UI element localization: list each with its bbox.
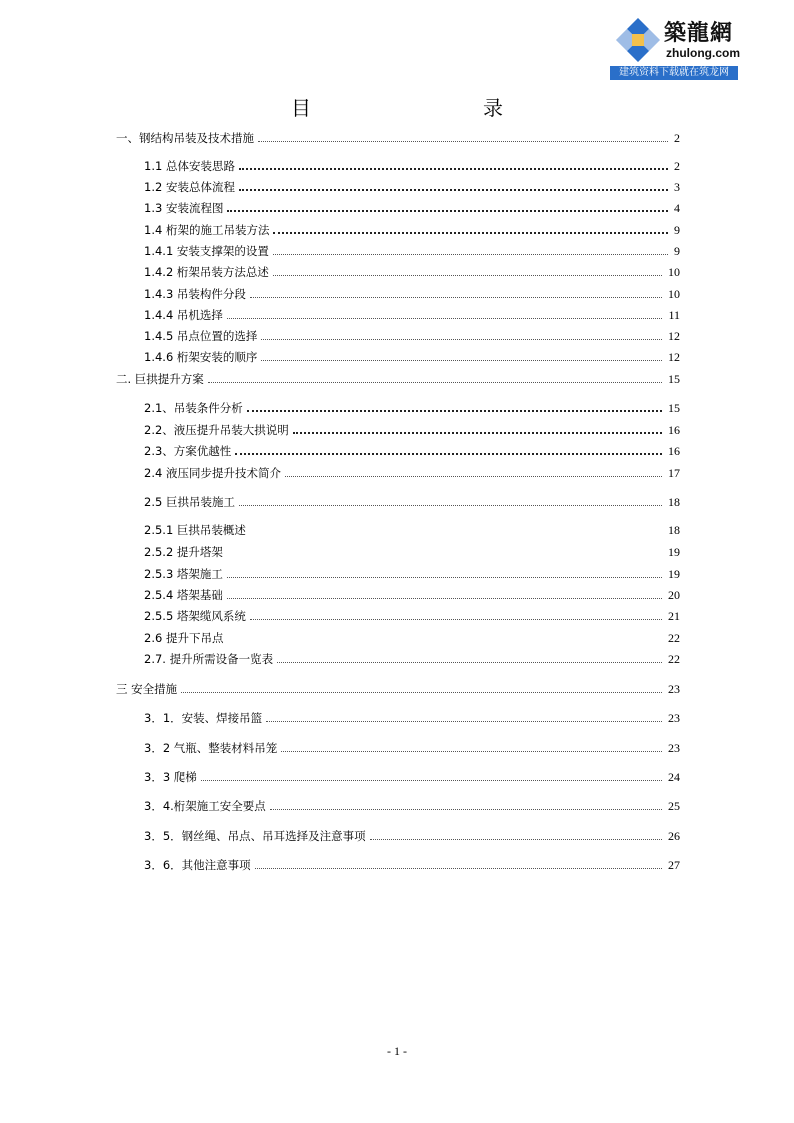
toc-entry-2[interactable]	[116, 371, 680, 387]
toc-entry-page: 23	[668, 740, 680, 755]
toc-entry-label: 1.3 安装流程图	[144, 201, 224, 215]
toc-entry-2-4[interactable]	[144, 465, 680, 481]
toc-entry-2-2[interactable]	[144, 422, 680, 438]
toc-entry-2-5-2[interactable]	[144, 544, 680, 560]
toc-entry-1-2[interactable]	[144, 179, 680, 195]
toc-leader	[277, 662, 662, 663]
toc-entry-1-4-3[interactable]	[144, 286, 680, 302]
toc-entry-page: 27	[668, 857, 680, 872]
toc-entry-3-3[interactable]	[144, 769, 680, 785]
toc-leader	[273, 254, 668, 255]
toc-entry-page: 9	[674, 222, 680, 237]
toc-entry-page: 22	[668, 630, 680, 645]
toc-entry-page: 11	[668, 307, 680, 322]
toc-leader	[227, 555, 662, 556]
toc-entry-label: 2.5 巨拱吊装施工	[144, 495, 235, 509]
toc-entry-page: 16	[668, 422, 680, 437]
toc-leader	[227, 318, 663, 319]
toc-entry-label: 3．2 气瓶、整装材料吊笼	[144, 741, 278, 755]
toc-leader	[227, 641, 662, 642]
toc-leader	[227, 210, 668, 212]
toc-title-char-2: 录	[483, 96, 503, 120]
toc-leader	[281, 751, 662, 752]
toc-leader	[266, 721, 662, 722]
toc-entry-label: 2.6 提升下吊点	[144, 631, 224, 645]
toc-entry-label: 一、钢结构吊装及技术措施	[116, 131, 254, 145]
logo-brand-en: zhulong.com	[666, 46, 740, 60]
toc-entry-label: 2.7. 提升所需设备一览表	[144, 652, 274, 666]
toc-leader	[258, 141, 668, 142]
toc-leader	[250, 619, 662, 620]
toc-entry-label: 2.1、吊装条件分析	[144, 401, 243, 415]
toc-entry-label: 1.4.5 吊点位置的选择	[144, 329, 258, 343]
toc-entry-2-7[interactable]	[144, 651, 680, 667]
toc-leader	[255, 868, 662, 869]
toc-entry-label: 1.4.4 吊机选择	[144, 308, 223, 322]
toc-entry-1-4-1[interactable]	[144, 243, 680, 259]
toc-entry-page: 22	[668, 651, 680, 666]
toc-entry-3[interactable]	[116, 681, 680, 697]
toc-entry-label: 3．3 爬梯	[144, 770, 197, 784]
toc-entry-label: 3．6．其他注意事项	[144, 858, 251, 872]
toc-leader	[239, 189, 668, 191]
toc-entry-page: 15	[668, 371, 680, 386]
toc-entry-page: 2	[674, 158, 680, 173]
toc-entry-2-5[interactable]	[144, 494, 680, 510]
toc-leader	[181, 692, 662, 693]
toc-entry-page: 15	[668, 400, 680, 415]
toc-entry-2-5-5[interactable]	[144, 608, 680, 624]
toc-entry-label: 2.5.3 塔架施工	[144, 567, 223, 581]
toc-entry-2-5-3[interactable]	[144, 566, 680, 582]
toc-leader	[261, 339, 662, 340]
toc-entry-page: 10	[668, 286, 680, 301]
toc-entry-page: 9	[674, 243, 680, 258]
toc-entry-page: 20	[668, 587, 680, 602]
toc-entry-page: 16	[668, 443, 680, 458]
toc-entry-label: 2.5.1 巨拱吊装概述	[144, 523, 246, 537]
toc-entry-label: 2.4 液压同步提升技术简介	[144, 466, 281, 480]
toc-leader	[239, 505, 662, 506]
toc-entry-label: 1.4.1 安装支撑架的设置	[144, 244, 269, 258]
toc-entry-page: 4	[674, 200, 680, 215]
toc-entry-1-4[interactable]	[144, 222, 680, 238]
toc-entry-1-4-4[interactable]	[144, 307, 680, 323]
toc-entry-2-1[interactable]	[144, 400, 680, 416]
toc-entry-label: 1.4.2 桁架吊装方法总述	[144, 265, 269, 279]
toc-leader	[270, 809, 662, 810]
toc-entry-2-6[interactable]	[144, 630, 680, 646]
toc-entry-page: 23	[668, 681, 680, 696]
toc-leader	[227, 598, 662, 599]
toc-entry-1-3[interactable]	[144, 200, 680, 216]
toc-entry-label: 二. 巨拱提升方案	[116, 372, 204, 386]
footer-page-number: - 1 -	[387, 1044, 407, 1058]
toc-leader	[370, 839, 662, 840]
toc-entry-label: 2.5.2 提升塔架	[144, 545, 223, 559]
toc-entry-page: 21	[668, 608, 680, 623]
toc-title-char-1: 目	[291, 96, 311, 120]
toc-entry-2-5-4[interactable]	[144, 587, 680, 603]
toc-entry-label: 1.4.6 桁架安装的顺序	[144, 350, 258, 364]
toc-entry-page: 24	[668, 769, 680, 784]
toc-entry-2-5-1[interactable]	[144, 522, 680, 538]
toc-entry-label: 1.1 总体安装思路	[144, 159, 235, 173]
toc-entry-1-4-6[interactable]	[144, 349, 680, 365]
toc-entry-3-6[interactable]	[144, 857, 680, 873]
logo-brand-cn: 築龍網	[664, 20, 734, 46]
toc-entry-label: 1.4 桁架的施工吊装方法	[144, 223, 270, 237]
toc-entry-3-2[interactable]	[144, 740, 680, 756]
toc-entry-page: 18	[668, 494, 680, 509]
toc-entry-label: 2.5.5 塔架缆风系统	[144, 609, 246, 623]
toc-leader	[208, 382, 662, 383]
toc-entry-page: 19	[668, 566, 680, 581]
toc-entry-page: 19	[668, 544, 680, 559]
toc-entry-label: 3．4.桁架施工安全要点	[144, 799, 266, 813]
toc-entry-label: 3．5．钢丝绳、吊点、吊耳选择及注意事项	[144, 829, 366, 843]
toc-entry-label: 三 安全措施	[116, 682, 178, 696]
toc-entry-3-4[interactable]	[144, 798, 680, 814]
toc-leader	[285, 476, 662, 477]
toc-leader	[235, 453, 662, 455]
toc-leader	[201, 780, 662, 781]
toc-leader	[250, 533, 662, 534]
toc-entry-page: 23	[668, 710, 680, 725]
toc-entry-page: 3	[674, 179, 680, 194]
toc-leader	[261, 360, 662, 361]
toc-entry-page: 18	[668, 522, 680, 537]
toc-leader	[273, 232, 668, 234]
toc-entry-page: 17	[668, 465, 680, 480]
toc-entry-1[interactable]	[116, 130, 680, 146]
toc-entry-label: 1.2 安装总体流程	[144, 180, 235, 194]
toc-leader	[250, 297, 662, 298]
toc-entry-1-4-5[interactable]	[144, 328, 680, 344]
toc-entry-page: 12	[668, 328, 680, 343]
toc-entry-page: 26	[668, 828, 680, 843]
toc-entry-page: 2	[674, 130, 680, 145]
toc-entry-2-3[interactable]	[144, 443, 680, 459]
toc-entry-page: 25	[668, 798, 680, 813]
toc-entry-label: 2.5.4 塔架基础	[144, 588, 223, 602]
logo-slogan: 建筑资料下载就在筑龙网	[610, 66, 738, 80]
toc-entry-3-1[interactable]	[144, 710, 680, 726]
toc-leader	[293, 432, 662, 434]
toc-entry-label: 2.2、液压提升吊装大拱说明	[144, 423, 289, 437]
toc-leader	[239, 168, 668, 170]
toc-entry-3-5[interactable]	[144, 828, 680, 844]
toc-entry-label: 2.3、方案优越性	[144, 444, 232, 458]
toc-entry-page: 12	[668, 349, 680, 364]
toc-entry-label: 1.4.3 吊装构件分段	[144, 287, 246, 301]
toc-entry-1-4-2[interactable]	[144, 264, 680, 280]
toc-leader	[247, 410, 662, 412]
toc-leader	[273, 275, 662, 276]
toc-leader	[227, 577, 662, 578]
toc-entry-1-1[interactable]	[144, 158, 680, 174]
toc-entry-page: 10	[668, 264, 680, 279]
toc-entry-label: 3．1．安装、焊接吊篮	[144, 711, 263, 725]
